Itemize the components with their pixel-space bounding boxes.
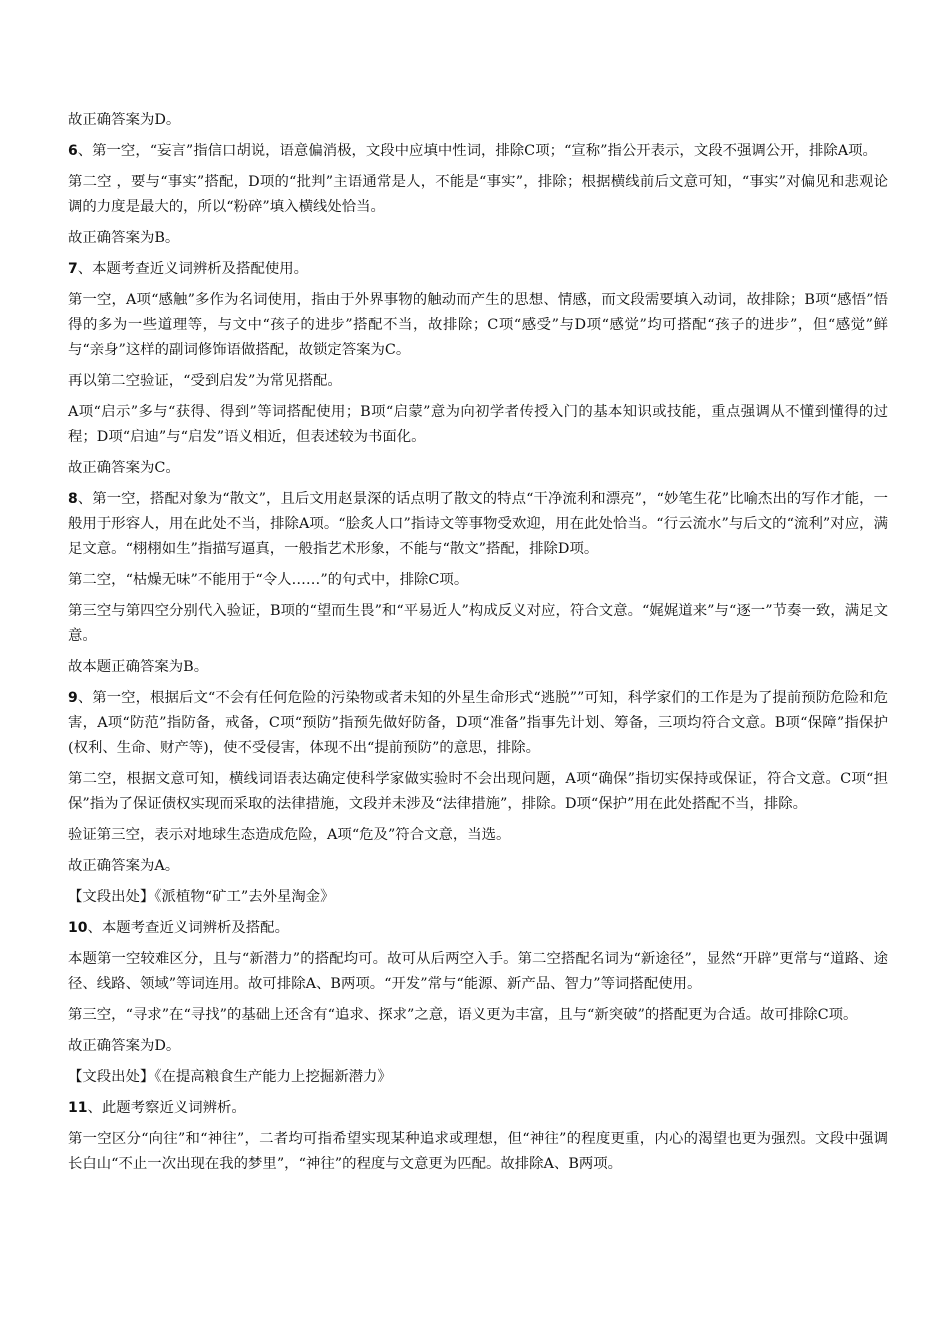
paragraph-2 [68,139,888,164]
paragraph-text: 第一空区分“向往”和“神往”，二者均可指希望实现某种追求或理想，但“神往”的程度更重，内心的渴望也更为强烈。文段中强调长白山“不止一次出现在我的梦里”，“神往”的程度与文意更为匹配。故排除A、B两项。 [68,1131,888,1172]
document-page [68,108,888,1183]
paragraph-text: 、第一空，搭配对象为“散文”，且后文用赵景深的话点明了散文的特点“干净流利和漂亮”，“妙笔生花”比喻杰出的写作才能，一般用于形容人，用在此处不当，排除A项。“脍炙人口”指诗文等事物受欢迎，用在此处恰当。“行云流水”与后文的“流利”对应，满足文意。“栩栩如生”指描写逼真，一般指艺术形象，不能与“散文”搭配，排除D项。 [68,491,888,557]
paragraph-21 [68,1003,888,1028]
paragraph-text: 验证第三空，表示对地球生态造成危险，A项“危及”符合文意，当选。 [68,827,511,843]
answer-line: 故正确答案为B。 [68,230,180,246]
answer-line: 故本题正确答案为B。 [68,659,209,675]
question-number: 10 [68,920,88,936]
paragraph-text: 、此题考察近义词辨析。 [87,1100,246,1116]
paragraph-text: 、第一空，根据后文“不会有任何危险的污染物或者未知的外星生命形式“逃脱””可知，科学家们的工作是为了提前预防危险和危害，A项“防范”指防备，戒备，C项“预防”指预先做好防备，D项“准备”指事先计划、筹备，三项均符合文意。B项“保障”指保护(权利、生命、财产等)，使不受侵害，体现不出“提前预防”的意思，排除。 [68,690,888,756]
paragraph-3 [68,170,888,220]
paragraph-7 [68,369,888,394]
paragraph-17 [68,854,888,879]
question-number: 9 [68,690,78,706]
paragraph-text: 、本题考查近义词辨析及搭配。 [87,920,289,936]
paragraph-14 [68,686,888,761]
paragraph-6 [68,288,888,363]
paragraph-9 [68,456,888,481]
paragraph-text: 第一空，A项“感触”多作为名词使用，指由于外界事物的触动而产生的思想、情感，而文段需要填入动词，故排除；B项“感悟”悟得的多为一些道理等，与文中“孩子的进步”搭配不当，故排除；C项“感受”与D项“感觉”均可搭配“孩子的进步”，但“感觉”鲜与“亲身”这样的副词修饰语做搭配，故锁定答案为C。 [68,292,888,358]
paragraph-text: 再以第二空验证，“受到启发”为常见搭配。 [68,373,342,389]
question-number: 8 [68,491,78,507]
paragraph-13 [68,655,888,680]
paragraph-text: 第二空，“枯燥无味”不能用于“令人……”的句式中，排除C项。 [68,572,469,588]
answer-line: 故正确答案为D。 [68,112,181,128]
paragraph-19 [68,916,888,941]
paragraph-16 [68,823,888,848]
paragraph-1 [68,108,888,133]
paragraph-23 [68,1065,888,1090]
paragraph-24 [68,1096,888,1121]
source-citation: 【文段出处】《在提高粮食生产能力上挖掘新潜力》 [68,1069,392,1085]
paragraph-text: 第二空，根据文意可知，横线词语表达确定使科学家做实验时不会出现问题，A项“确保”指切实保持或保证，符合文意。C项“担保”指为了保证债权实现而采取的法律措施，文段并未涉及“法律措施”，排除。D项“保护”用在此处搭配不当，排除。 [68,771,888,812]
paragraph-11 [68,568,888,593]
paragraph-5 [68,257,888,282]
source-citation: 【文段出处】《派植物“矿工”去外星淘金》 [68,889,335,905]
paragraph-text: 、本题考查近义词辨析及搭配使用。 [77,261,309,277]
paragraph-22 [68,1034,888,1059]
answer-line: 故正确答案为C。 [68,460,180,476]
paragraph-10 [68,487,888,562]
answer-line: 故正确答案为D。 [68,1038,181,1054]
paragraph-18 [68,885,888,910]
paragraph-text: 第三空与第四空分别代入验证，B项的“望而生畏”和“平易近人”构成反义对应，符合文意。“娓娓道来”与“逐一”节奏一致，满足文意。 [68,603,888,644]
paragraph-20 [68,947,888,997]
paragraph-text: A项“启示”多与“获得、得到”等词搭配使用；B项“启蒙”意为向初学者传授入门的基本知识或技能，重点强调从不懂到懂得的过程；D项“启迪”与“启发”语义相近，但表述较为书面化。 [68,404,888,445]
paragraph-15 [68,767,888,817]
paragraph-text: 第三空，“寻求”在“寻找”的基础上还含有“追求、探求”之意，语义更为丰富，且与“新突破”的搭配更为合适。故可排除C项。 [68,1007,858,1023]
question-number: 11 [68,1100,88,1116]
paragraph-25 [68,1127,888,1177]
paragraph-text: 第二空 ，要与“事实”搭配，D项的“批判”主语通常是人，不能是“事实”，排除；根据横线前后文意可知，“事实”对偏见和悲观论调的力度是最大的，所以“粉碎”填入横线处恰当。 [68,174,888,215]
paragraph-8 [68,400,888,450]
answer-line: 故正确答案为A。 [68,858,180,874]
paragraph-text: 本题第一空较难区分，且与“新潜力”的搭配均可。故可从后两空入手。第二空搭配名词为“新途径”，显然“开辟”更常与“道路、途径、线路、领域”等词连用。故可排除A、B两项。“开发”常与“能源、新产品、智力”等词搭配使用。 [68,951,888,992]
question-number: 6 [68,143,78,159]
paragraph-12 [68,599,888,649]
question-number: 7 [68,261,78,277]
paragraph-text: 、第一空，“妄言”指信口胡说，语意偏消极，文段中应填中性词，排除C项；“宣称”指公开表示，文段不强调公开，排除A项。 [77,143,877,159]
paragraph-4 [68,226,888,251]
